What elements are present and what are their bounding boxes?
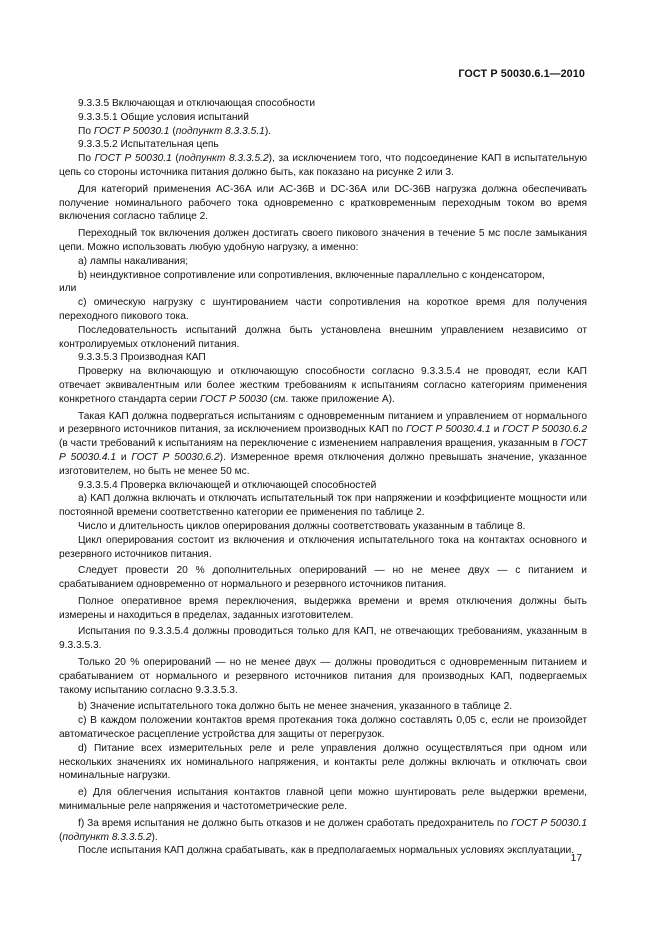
paragraph: По ГОСТ Р 50030.1 (подпункт 8.3.3.5.1). xyxy=(78,125,272,137)
paragraph: Следует провести 20 % дополнительных оперирований — но не менее двух — с питанием и срабатыванием одновременно от нормального и резервного источников питания. xyxy=(59,565,587,591)
list-item: b) неиндуктивное сопротивление или сопротивления, включенные параллельно с конденсатором, xyxy=(78,269,545,281)
paragraph: Такая КАП должна подвергаться испытаниям с одновременным питанием и управлением от нормального и резервного источников питания, за исключением производных КАП по ГОСТ Р 50030.4.1 и ГОСТ Р 50030.6.2 (в части требований к испытаниям на переключение с изменением направления вращения, указанным в ГОСТ Р 50030.4.1 и ГОСТ Р 50030.6.2). Измеренное время отключения должно превышать значение, указанное изготовителем, но быть не менее 50 мс. xyxy=(59,410,587,477)
subsection-heading: 9.3.3.5.1 Общие условия испытаний xyxy=(78,111,249,123)
paragraph: Полное оперативное время переключения, выдержка времени и время отключения должны быть измерены и находиться в пределах, заданных изготовителем. xyxy=(59,595,587,621)
list-item: c) омическую нагрузку с шунтированием части сопротивления на короткое время для получения переходного пикового тока. xyxy=(59,297,587,322)
paragraph: Проверку на включающую и отключающую способности согласно 9.3.3.5.4 не проводят, если КАП отвечает эквивалентным или более жестким требованиям к испытаниям согласно категориям применения конкретного стандарта серии ГОСТ Р 50030 (см. также приложение А). xyxy=(59,366,587,405)
document-body xyxy=(59,97,587,858)
paragraph: После испытания КАП должна срабатывать, как в предполагаемых нормальных условиях эксплуатации. xyxy=(78,845,575,857)
paragraph: По ГОСТ Р 50030.1 (подпункт 8.3.3.5.2), за исключением того, что подсоединение КАП в испытательную цепь со стороны источника питания должно быть, как показано на рисунке 2 или 3. xyxy=(59,153,587,178)
paragraph: Испытания по 9.3.3.5.4 должны проводиться только для КАП, не отвечающих требованиям, указанным в 9.3.3.5.3. xyxy=(59,626,587,652)
list-item: f) За время испытания не должно быть отказов и не должен сработать предохранитель по ГОСТ Р 50030.1 (подпункт 8.3.3.5.2). xyxy=(59,817,587,843)
list-item: a) КАП должна включать и отключать испытательный ток при напряжении и коэффициенте мощности или постоянной времени соответственно категории ее применения по таблице 2. xyxy=(59,493,587,519)
list-item: d) Питание всех измерительных реле и реле управления должно осуществляться при одном или нескольких значениях их номинального напряжения, и контакты реле должны включать и отключать свои номинальные нагрузки. xyxy=(59,742,587,782)
paragraph: Переходный ток включения должен достигать своего пикового значения в течение 5 мс после замыкания цепи. Можно использовать любую удобную нагрузку, а именно: xyxy=(59,228,587,253)
paragraph: или xyxy=(59,283,77,295)
list-item: b) Значение испытательного тока должно быть не менее значения, указанного в таблице 2. xyxy=(78,701,513,713)
paragraph: Для категорий применения АС-36А или АС-36В и DC-36А или DC-36В нагрузка должна обеспечивать получение номинального рабочего тока одновременно с кратковременным переходным током во время включения согласно таблице 2. xyxy=(59,183,587,223)
subsection-heading: 9.3.3.5.3 Производная КАП xyxy=(78,352,206,364)
paragraph: Цикл оперирования состоит из включения и отключения испытательного тока на контактах основного и резервного источников питания. xyxy=(59,534,587,560)
list-item: c) В каждом положении контактов время протекания тока должно составлять 0,05 с, если не произойдет автоматическое расцепление устройства для защиты от перегрузок. xyxy=(59,715,587,741)
paragraph: Число и длительность циклов оперирования должны соответствовать указанным в таблице 8. xyxy=(78,520,526,532)
page-number: 17 xyxy=(570,853,582,864)
standard-code-header: ГОСТ Р 50030.6.1—2010 xyxy=(458,68,585,80)
subsection-heading: 9.3.3.5.4 Проверка включающей и отключающей способностей xyxy=(78,479,377,491)
section-heading: 9.3.3.5 Включающая и отключающая способности xyxy=(78,98,316,109)
paragraph: Последовательность испытаний должна быть установлена внешним управлением независимо от контролируемых отклонений питания. xyxy=(59,324,587,350)
subsection-heading: 9.3.3.5.2 Испытательная цепь xyxy=(78,139,219,151)
paragraph: Только 20 % оперирований — но не менее двух — должны проводиться с одновременным питанием и срабатыванием от нормального и резервного источников питания для производных КАП, подвергаемых такому испытанию согласно 9.3.3.5.3. xyxy=(59,657,587,696)
list-item: a) лампы накаливания; xyxy=(78,255,189,267)
list-item: e) Для облегчения испытания контактов главной цепи можно шунтировать реле выдержки времени, минимальные реле напряжения и частотометрические реле. xyxy=(59,787,587,813)
